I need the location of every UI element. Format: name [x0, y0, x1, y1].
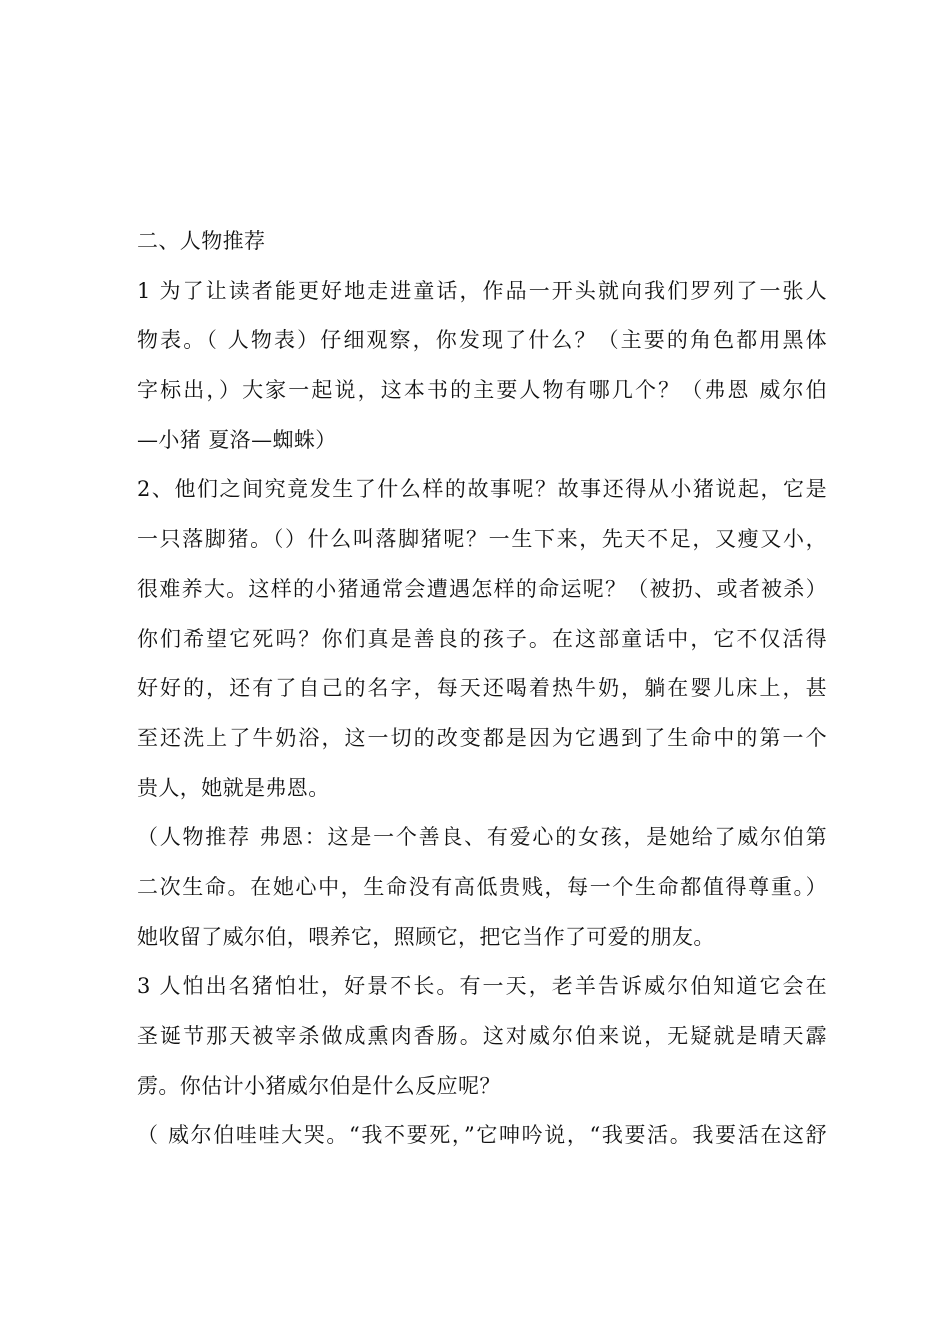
text-line: （ 威尔伯哇哇大哭。“我不要死，”它呻吟说，“我要活。我要活在这舒 — [137, 1123, 827, 1148]
text-line: 2、他们之间究竟发生了什么样的故事呢？故事还得从小猪说起，它是 — [137, 477, 827, 502]
text-line: 字标出，）大家一起说，这本书的主要人物有哪几个？（弗恩 威尔伯 — [137, 378, 827, 403]
text-line: —小猪 夏洛—蜘蛛） — [137, 427, 337, 452]
text-line: 贵人，她就是弗恩。 — [137, 775, 330, 800]
text-line: 3 人怕出名猪怕壮，好景不长。有一天，老羊告诉威尔伯知道它会在 — [137, 974, 827, 999]
text-line: 物表。（ 人物表）仔细观察，你发现了什么？（主要的角色都用黑体 — [137, 328, 827, 353]
document-body — [137, 223, 827, 1167]
text-line: 你们希望它死吗？你们真是善良的孩子。在这部童话中，它不仅活得 — [137, 626, 827, 651]
text-line: 雳。你估计小猪威尔伯是什么反应呢？ — [137, 1073, 501, 1098]
text-line: 1 为了让读者能更好地走进童话，作品一开头就向我们罗列了一张人 — [137, 278, 827, 303]
text-line: 圣诞节那天被宰杀做成熏肉香肠。这对威尔伯来说，无疑就是晴天霹 — [137, 1024, 827, 1048]
text-line: 一只落脚猪。（）什么叫落脚猪呢？一生下来，先天不足，又瘦又小， — [137, 527, 827, 552]
text-line: 二次生命。在她心中，生命没有高低贵贱，每一个生命都值得尊重。） — [137, 874, 827, 899]
text-line: （人物推荐 弗恩：这是一个善良、有爱心的女孩，是她给了威尔伯第 — [137, 825, 827, 850]
text-line: 她收留了威尔伯，喂养它，照顾它，把它当作了可爱的朋友。 — [137, 924, 715, 949]
text-line: 好好的，还有了自己的名字，每天还喝着热牛奶，躺在婴儿床上，甚 — [137, 676, 827, 701]
section-heading: 二、人物推荐 — [137, 229, 266, 253]
text-line: 至还洗上了牛奶浴，这一切的改变都是因为它遇到了生命中的第一个 — [137, 725, 827, 750]
text-line: 很难养大。这样的小猪通常会遭遇怎样的命运呢？（被扔、或者被杀） — [137, 576, 827, 601]
